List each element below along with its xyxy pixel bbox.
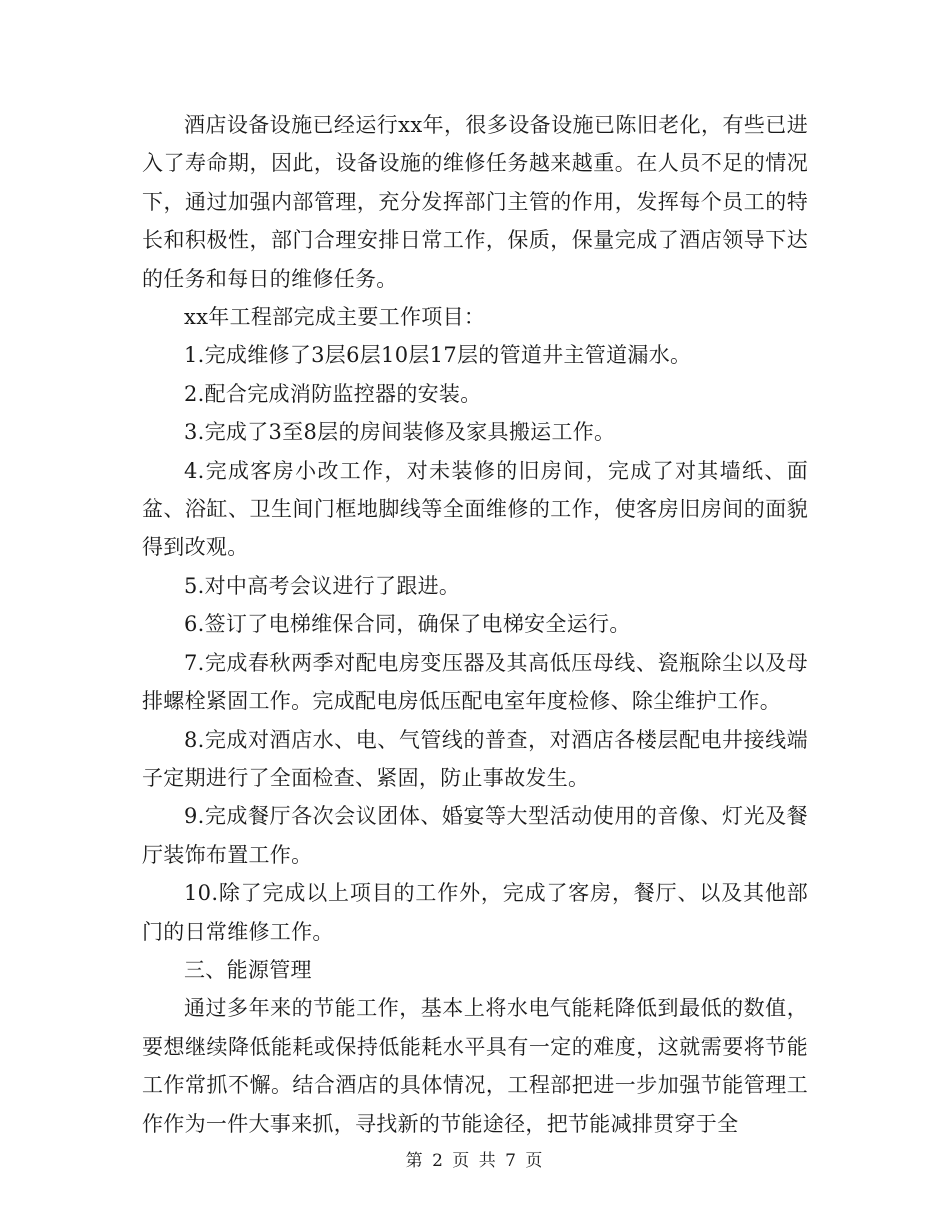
list-item-6: 6.签订了电梯维保合同，确保了电梯安全运行。	[184, 612, 631, 637]
list-item-1: 1.完成维修了3层6层10层17层的管道井主管道漏水。	[184, 343, 692, 368]
list-item-7: 7.完成春秋两季对配电房变压器及其高低压母线、瓷瓶除尘以及母排螺栓紧固工作。完成配电房低压配电室年度检修、除尘维护工作。	[142, 650, 808, 714]
document-body	[142, 106, 808, 1143]
list-item-5: 5.对中高考会议进行了跟进。	[184, 573, 461, 598]
list-item-8: 8.完成对酒店水、电、气管线的普查，对酒店各楼层配电井接线端子定期进行了全面检查、紧固，防止事故发生。	[142, 727, 808, 790]
list-item-3: 3.完成了3至8层的房间装修及家具搬运工作。	[184, 420, 616, 445]
paragraph-energy: 通过多年来的节能工作，基本上将水电气能耗降低到最低的数值，要想继续降低能耗或保持低能耗水平具有一定的难度，这就需要将节能工作常抓不懈。结合酒店的具体情况，工程部把进一步加强节能管理工作作为一件大事来抓，寻找新的节能途径，把节能减排贯穿于全	[142, 996, 808, 1136]
section-heading-energy: 三、能源管理	[184, 957, 312, 982]
list-item-9: 9.完成餐厅各次会议团体、婚宴等大型活动使用的音像、灯光及餐厅装饰布置工作。	[142, 804, 808, 867]
page-number-footer: 第 2 页 共 7 页	[405, 1151, 545, 1171]
list-item-10: 10.除了完成以上项目的工作外，完成了客房，餐厅、以及其他部门的日常维修工作。	[142, 881, 808, 944]
list-item-2: 2.配合完成消防监控器的安装。	[184, 381, 482, 406]
paragraph-work-items-heading: xx年工程部完成主要工作项目：	[184, 305, 486, 330]
paragraph-intro: 酒店设备设施已经运行xx年，很多设备设施已陈旧老化，有些已进入了寿命期，因此，设备设施的维修任务越来越重。在人员不足的情况下，通过加强内部管理，充分发挥部门主管的作用，发挥每个员工的特长和积极性，部门合理安排日常工作，保质，保量完成了酒店领导下达的任务和每日的维修任务。	[142, 113, 808, 291]
list-item-4: 4.完成客房小改工作，对未装修的旧房间，完成了对其墙纸、面盆、浴缸、卫生间门框地脚线等全面维修的工作，使客房旧房间的面貌得到改观。	[142, 458, 808, 560]
